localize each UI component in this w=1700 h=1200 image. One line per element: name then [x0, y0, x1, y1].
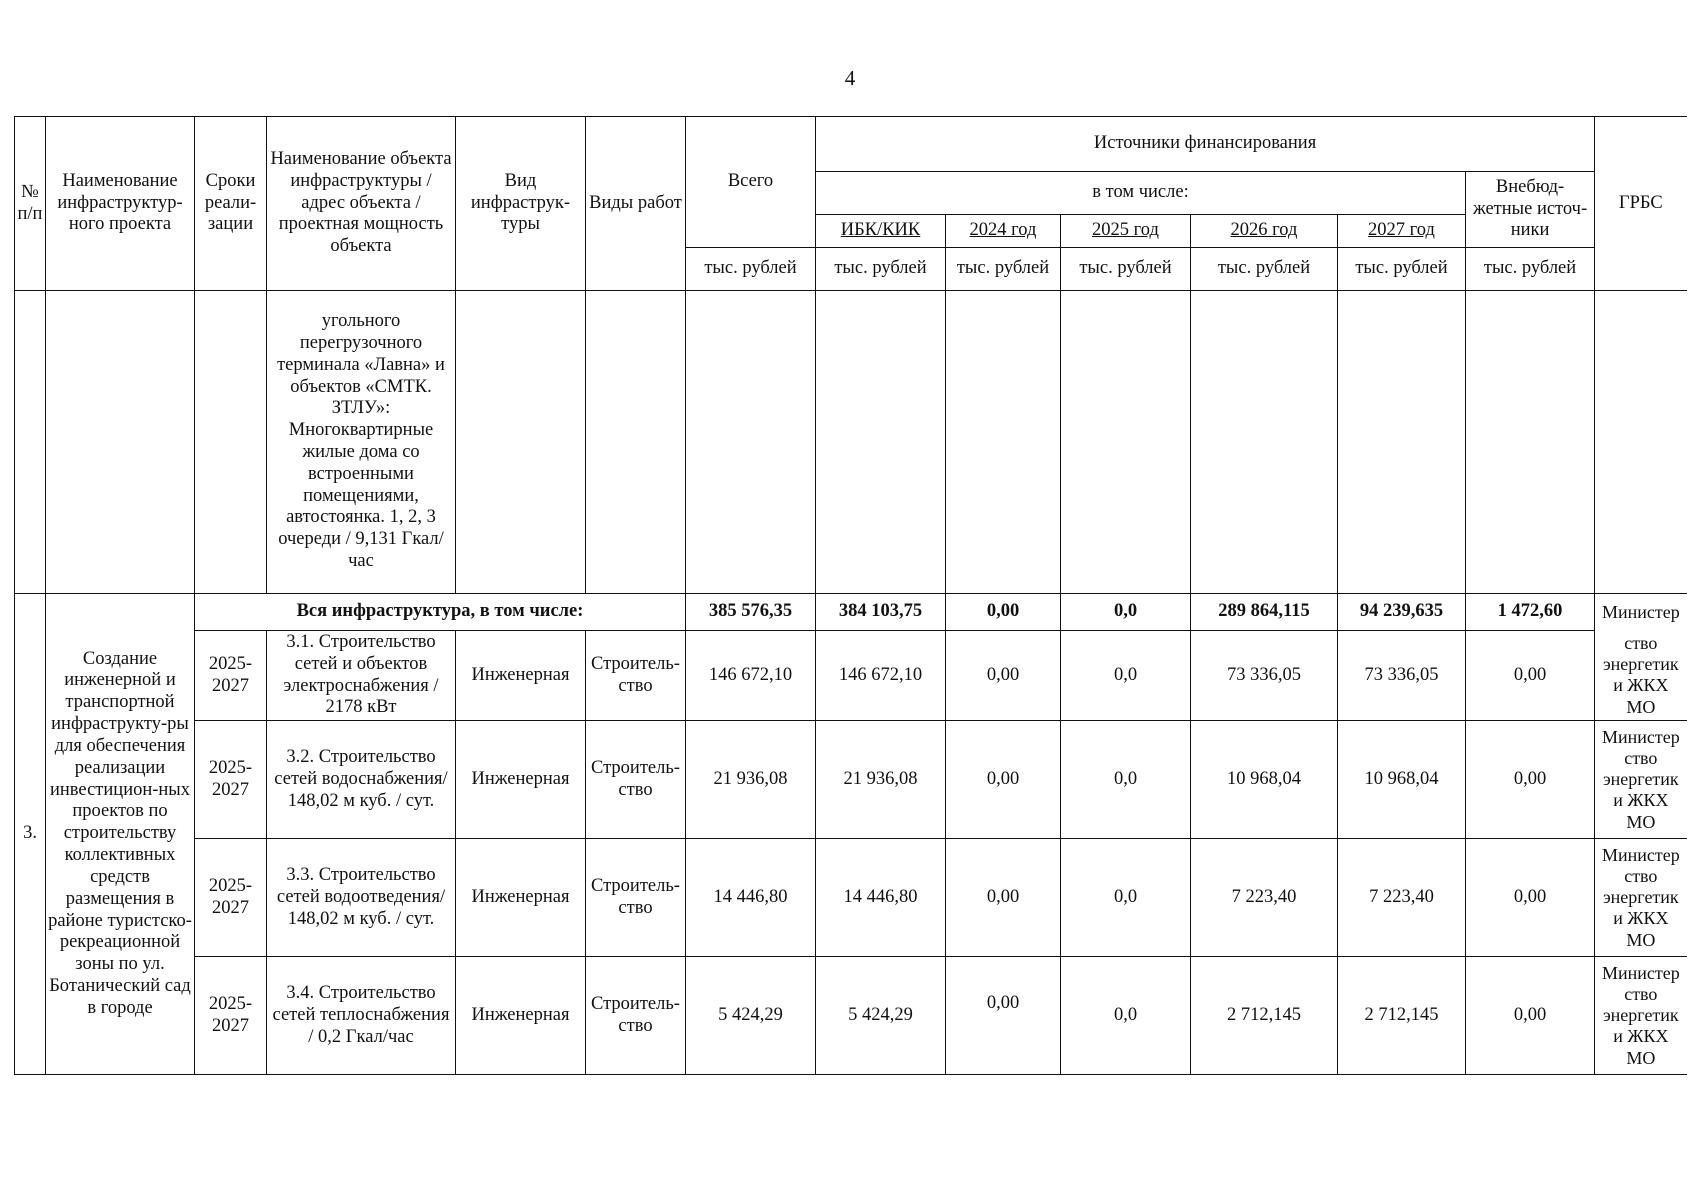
summary-2024: 0,00	[946, 594, 1061, 631]
row-2026: 7 223,40	[1191, 839, 1338, 957]
row-offbudget: 0,00	[1466, 839, 1595, 957]
page-number: 4	[844, 66, 856, 90]
header-num: № п/п	[15, 117, 46, 291]
summary-total: 385 576,35	[686, 594, 816, 631]
row-2024: 0,00	[946, 839, 1061, 957]
row-2025: 0,0	[1061, 839, 1191, 957]
row-terms: 2025-2027	[195, 631, 267, 721]
row-object: 3.2. Строительство сетей водоснабжения/ 148,02 м куб. / сут.	[267, 721, 456, 839]
unit-2025: тыс. рублей	[1061, 248, 1191, 291]
header-infra-type: Вид инфраструк-туры	[456, 117, 586, 291]
summary-label: Вся инфраструктура, в том числе:	[195, 594, 686, 631]
row-2026: 10 968,04	[1191, 721, 1338, 839]
row-total: 5 424,29	[686, 957, 816, 1075]
row-ibk-kik: 21 936,08	[816, 721, 946, 839]
summary-offbudget: 1 472,60	[1466, 594, 1595, 631]
header-offbudget: Внебюд-жетные источ-ники	[1466, 172, 1595, 248]
unit-offbudget: тыс. рублей	[1466, 248, 1595, 291]
header-2026: 2026 год	[1191, 215, 1338, 248]
row-infra-type: Инженерная	[456, 721, 586, 839]
header-2027: 2027 год	[1338, 215, 1466, 248]
row-2024: 0,00	[946, 631, 1061, 721]
continuation-object: угольного перегрузочного терминала «Лавна» и объектов «СМТК. ЗТЛУ»: Многоквартирные жилые дома со встроенными помещениями, автостоянка. 1, 2, 3 очереди / 9,131 Гкал/час	[267, 291, 456, 594]
row-grbs: Министер ство энергетик и ЖКХ МО	[1595, 957, 1687, 1075]
row-total: 14 446,80	[686, 839, 816, 957]
row-2027: 7 223,40	[1338, 839, 1466, 957]
row-offbudget: 0,00	[1466, 631, 1595, 721]
header-sources: Источники финансирования	[816, 117, 1595, 172]
row-grbs: Министер ство энергетик и ЖКХ МО	[1595, 839, 1687, 957]
header-2025: 2025 год	[1061, 215, 1191, 248]
row-2024: 0,00	[946, 721, 1061, 839]
project-num: 3.	[15, 594, 46, 1075]
project-name: Создание инженерной и транспортной инфраструкту-ры для обеспечения реализации инвестицион-ных проектов по строительству коллективных средств размещения в районе туристско-рекреационной зоны по ул. Ботанический сад в городе	[46, 594, 195, 1075]
financing-table	[14, 116, 1687, 1075]
row-object: 3.3. Строительство сетей водоотведения/ 148,02 м куб. / сут.	[267, 839, 456, 957]
unit-2027: тыс. рублей	[1338, 248, 1466, 291]
row-ibk-kik: 14 446,80	[816, 839, 946, 957]
summary-2027: 94 239,635	[1338, 594, 1466, 631]
row-2027: 2 712,145	[1338, 957, 1466, 1075]
row-work-type: Строитель-ство	[586, 839, 686, 957]
summary-2026: 289 864,115	[1191, 594, 1338, 631]
continuation-row	[15, 291, 1687, 594]
row-total: 21 936,08	[686, 721, 816, 839]
row-offbudget: 0,00	[1466, 721, 1595, 839]
row-2025: 0,0	[1061, 631, 1191, 721]
unit-2024: тыс. рублей	[946, 248, 1061, 291]
header-work-types: Виды работ	[586, 117, 686, 291]
row-object: 3.1. Строительство сетей и объектов электроснабжения / 2178 кВт	[267, 631, 456, 721]
header-object-name: Наименование объекта инфраструктуры / адрес объекта / проектная мощность объекта	[267, 117, 456, 291]
project-summary-row	[15, 594, 1687, 631]
row-terms: 2025-2027	[195, 957, 267, 1075]
summary-grbs: Министер	[1595, 594, 1687, 631]
unit-2026: тыс. рублей	[1191, 248, 1338, 291]
header-ibk-kik: ИБК/КИК	[816, 215, 946, 248]
header-2024: 2024 год	[946, 215, 1061, 248]
row-ibk-kik: 5 424,29	[816, 957, 946, 1075]
row-2027: 73 336,05	[1338, 631, 1466, 721]
row-2027: 10 968,04	[1338, 721, 1466, 839]
header-including: в том числе:	[816, 172, 1466, 215]
table-row	[15, 631, 1687, 721]
table-row	[15, 839, 1687, 957]
row-2024: 0,00	[946, 957, 1061, 1075]
summary-ibk-kik: 384 103,75	[816, 594, 946, 631]
header-project-name: Наименование инфраструктур-ного проекта	[46, 117, 195, 291]
row-2026: 73 336,05	[1191, 631, 1338, 721]
row-terms: 2025-2027	[195, 839, 267, 957]
unit-total: тыс. рублей	[686, 248, 816, 291]
row-infra-type: Инженерная	[456, 957, 586, 1075]
row-2025: 0,0	[1061, 957, 1191, 1075]
row-work-type: Строитель-ство	[586, 631, 686, 721]
row-work-type: Строитель-ство	[586, 957, 686, 1075]
summary-2025: 0,0	[1061, 594, 1191, 631]
row-2025: 0,0	[1061, 721, 1191, 839]
header-grbs: ГРБС	[1595, 117, 1687, 291]
row-grbs: Министер ство энергетик и ЖКХ МО	[1595, 721, 1687, 839]
row-ibk-kik: 146 672,10	[816, 631, 946, 721]
row-total: 146 672,10	[686, 631, 816, 721]
header-row-1	[15, 117, 1687, 172]
table-row	[15, 957, 1687, 1075]
row-2026: 2 712,145	[1191, 957, 1338, 1075]
row-infra-type: Инженерная	[456, 631, 586, 721]
row-infra-type: Инженерная	[456, 839, 586, 957]
header-terms: Сроки реали-зации	[195, 117, 267, 291]
table-row	[15, 721, 1687, 839]
row-terms: 2025-2027	[195, 721, 267, 839]
row-object: 3.4. Строительство сетей теплоснабжения / 0,2 Гкал/час	[267, 957, 456, 1075]
row-work-type: Строитель-ство	[586, 721, 686, 839]
header-total: Всего	[686, 117, 816, 248]
row-offbudget: 0,00	[1466, 957, 1595, 1075]
unit-ibk-kik: тыс. рублей	[816, 248, 946, 291]
row-grbs: ство энергетик и ЖКХ МО	[1595, 631, 1687, 721]
